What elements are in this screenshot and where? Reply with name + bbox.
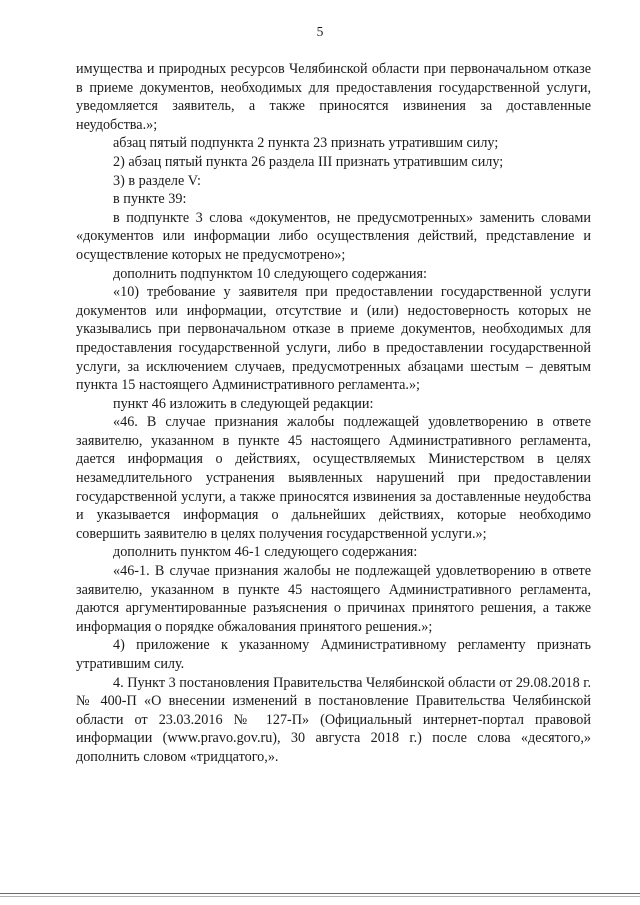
paragraph-subpoint-10-text: «10) требование у заявителя при предоставлении государственной услуги документов или информации, отсутствие и (или) недостоверность которых не указывались при первоначальном отказе в приеме документов, необходимых для предоставления государственной услуги, либо в предоставлении государственной услуги, за исключением случаев, предусмотренных абзацами шестым – девятым пункта 15 настоящего Административного регламента.»;	[76, 284, 591, 394]
paragraph-add-point-46-1: дополнить пунктом 46-1 следующего содержания:	[113, 544, 418, 561]
paragraph-property-continuation: имущества и природных ресурсов Челябинской области при первоначальном отказе в приеме документов, необходимых для предоставления государственной услуги, уведомляется заявитель, а также приносятся извинения за доставленные неудобства.»;	[76, 61, 591, 133]
footer-divider	[0, 893, 640, 894]
paragraph-clause-26: 2) абзац пятый пункта 26 раздела III признать утратившим силу;	[113, 153, 504, 170]
document-body	[76, 60, 591, 767]
paragraph-clause-23: абзац пятый подпункта 2 пункта 23 признать утратившим силу;	[113, 135, 499, 152]
paragraph-add-subpoint-10: дополнить подпунктом 10 следующего содержания:	[113, 265, 427, 282]
page-number: 5	[316, 24, 324, 39]
footer-divider-secondary	[0, 896, 640, 897]
paragraph-point-46-text: «46. В случае признания жалобы подлежащей удовлетворению в ответе заявителю, указанном в пункте 45 настоящего Административного регламента, дается информация о действиях, осуществляемых Министерством в целях незамедлительного устранения выявленных нарушений при предоставлении государственной услуги, а также приносятся извинения за доставленные неудобства и указывается информация о дальнейших действиях, которые необходимо совершить заявителю в целях получения государственной услуги.»;	[76, 414, 591, 542]
paragraph-point-46: пункт 46 изложить в следующей редакции:	[113, 395, 374, 412]
paragraph-subpoint-3: в подпункте 3 слова «документов, не предусмотренных» заменить словами «документов или информации либо осуществления действий, представление и осуществление которых не предусмотрено»;	[76, 209, 591, 263]
paragraph-appendix-repeal: 4) приложение к указанному Административному регламенту признать утратившим силу.	[76, 637, 591, 672]
paragraph-item-4: 4. Пункт 3 постановления Правительства Челябинской области от 29.08.2018 г. № 400-П «О внесении изменений в постановление Правительства Челябинской области от 23.03.2016 № 127-П» (Официальный интернет-портал правовой информации (www.pravo.gov.ru), 30 августа 2018 г.) после слова «десятого,» дополнить словом «тридцатого,».	[76, 674, 591, 765]
paragraph-point-39: в пункте 39:	[113, 191, 187, 208]
paragraph-section-v: 3) в разделе V:	[113, 172, 201, 189]
paragraph-point-46-1-text: «46-1. В случае признания жалобы не подлежащей удовлетворению в ответе заявителю, указанном в пункте 45 настоящего Административного регламента, даются аргументированные разъяснения о причинах принятого решения, а также информация о порядке обжалования принятого решения.»;	[76, 563, 591, 635]
